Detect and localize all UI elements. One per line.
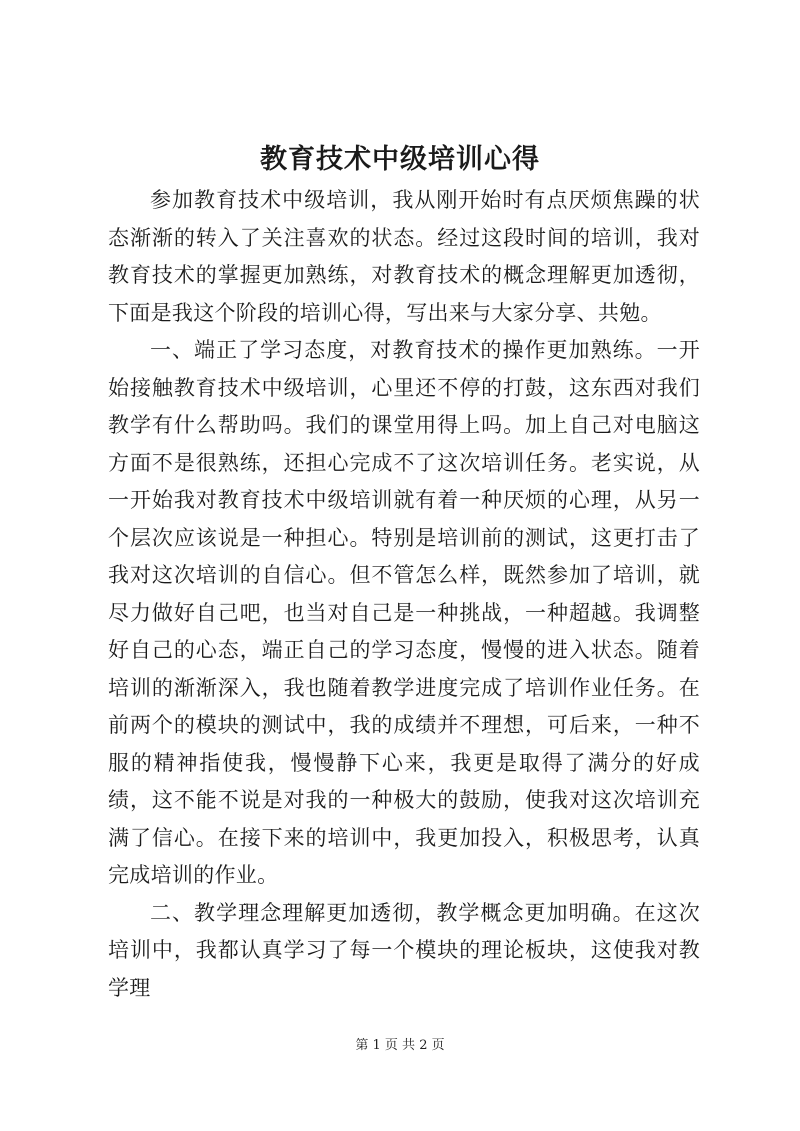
document-title: 教育技术中级培训心得 xyxy=(260,144,540,175)
page-footer: 第 1 页 共 2 页 xyxy=(355,1038,445,1053)
document-body xyxy=(108,182,700,1007)
paragraph-section-two: 二、教学理念理解更加透彻，教学概念更加明确。在这次培训中，我都认真学习了每一个模块的理论板块，这使我对教学理 xyxy=(108,900,700,1000)
paragraph-section-one: 一、端正了学习态度，对教育技术的操作更加熟练。一开始接触教育技术中级培训，心里还不停的打鼓，这东西对我们教学有什么帮助吗。我们的课堂用得上吗。加上自己对电脑这方面不是很熟练，还担心完成不了这次培训任务。老实说，从一开始我对教育技术中级培训就有着一种厌烦的心理，从另一个层次应该说是一种担心。特别是培训前的测试，这更打击了我对这次培训的自信心。但不管怎么样，既然参加了培训，就尽力做好自己吧，也当对自己是一种挑战，一种超越。我调整好自己的心态，端正自己的学习态度，慢慢的进入状态。随着培训的渐渐深入，我也随着教学进度完成了培训作业任务。在前两个的模块的测试中，我的成绩并不理想，可后来，一种不服的精神指使我，慢慢静下心来，我更是取得了满分的好成绩，这不能不说是对我的一种极大的鼓励，使我对这次培训充满了信心。在接下来的培训中，我更加投入，积极思考，认真完成培训的作业。 xyxy=(108,338,700,887)
paragraph-intro: 参加教育技术中级培训，我从刚开始时有点厌烦焦躁的状态渐渐的转入了关注喜欢的状态。经过这段时间的培训，我对教育技术的掌握更加熟练，对教育技术的概念理解更加透彻，下面是我这个阶段的培训心得，写出来与大家分享、共勉。 xyxy=(108,188,700,325)
